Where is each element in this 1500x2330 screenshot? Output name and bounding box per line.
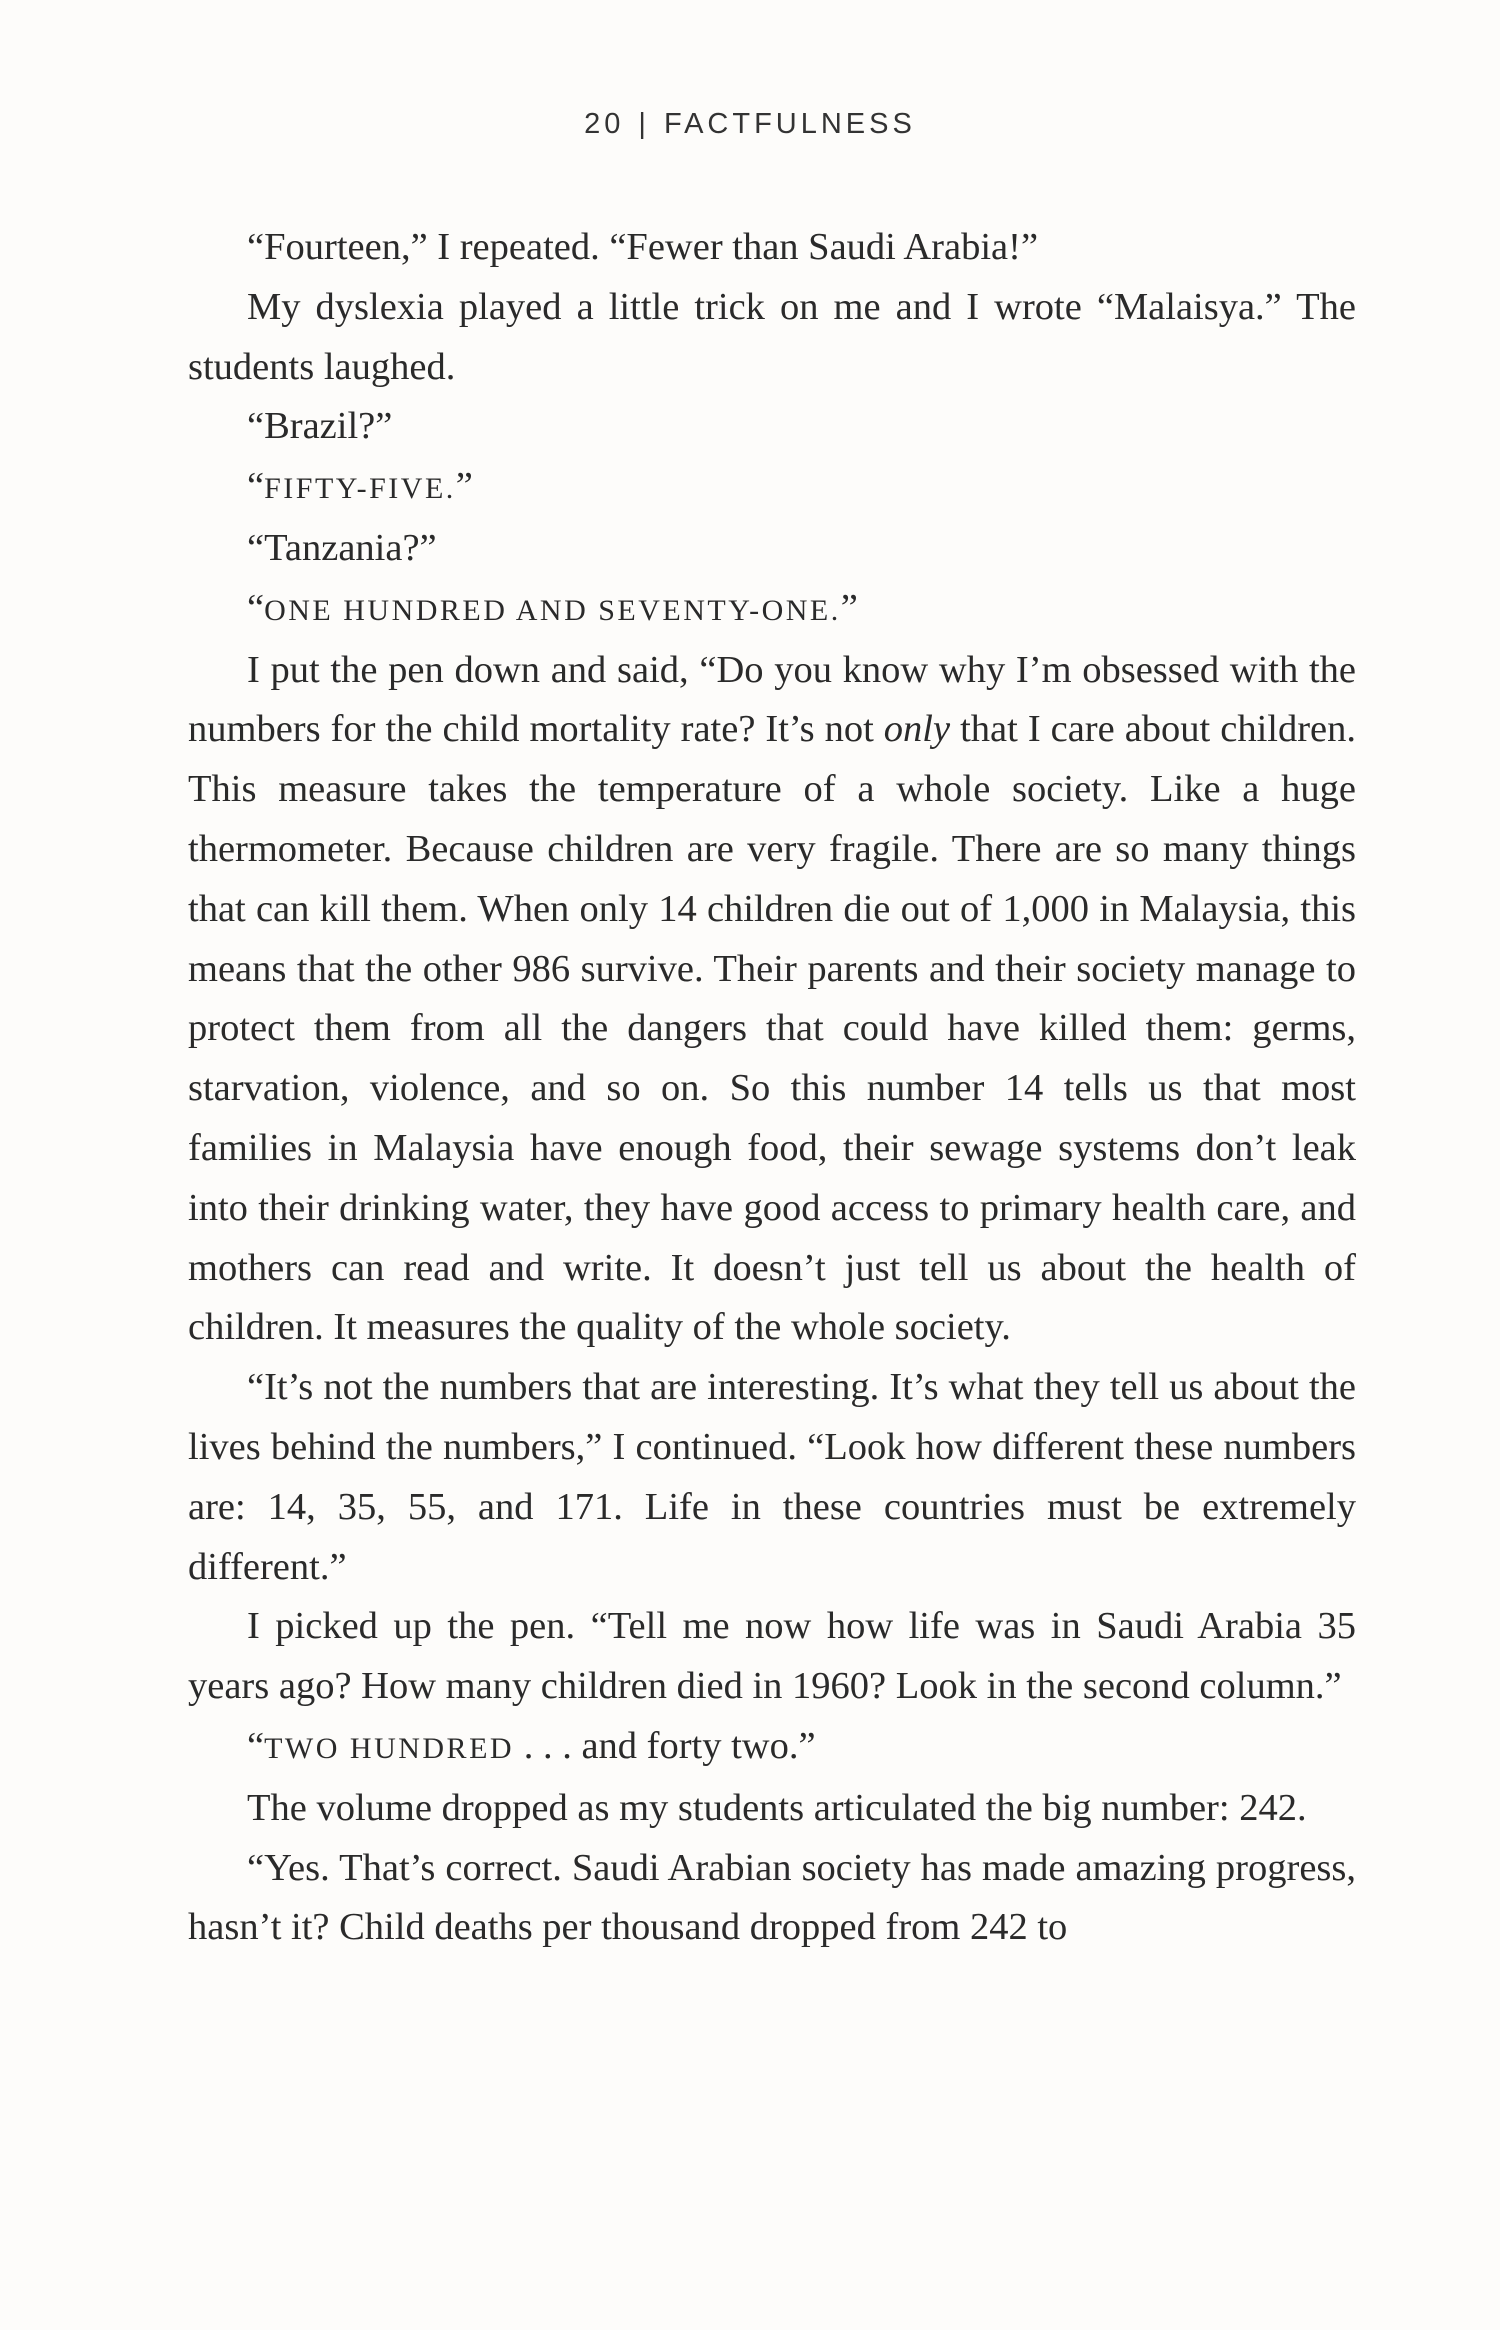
open-quote: “ bbox=[247, 1724, 265, 1767]
paragraph: I picked up the pen. “Tell me now how life was in Saudi Arabia 35 years ago? How many children died in 1960? Look in the second column.” bbox=[188, 1605, 1356, 1708]
text-run: I put the pen down and said, “Do you know why I’m obsessed with the numbers for the child mortality rate? It’s not bbox=[188, 648, 1356, 751]
text-run: . . . and forty two.” bbox=[514, 1724, 816, 1767]
paragraph: “Fourteen,” I repeated. “Fewer than Saudi Arabia!” bbox=[247, 226, 1039, 268]
running-header bbox=[0, 108, 1500, 141]
emphasis: only bbox=[883, 708, 951, 751]
paragraph bbox=[188, 641, 1356, 1359]
text-run: that I care about children. This measure takes the temperature of a whole society. Like a huge thermometer. Because children are very fragile. There are so many things that can kill them. When only 14 children die out of 1,000 in Malaysia, this means that the other 986 survive. Their parents and their society manage to protect them from all the dangers that could have killed them: germs, starvation, violence, and so on. So this number 14 tells us that most families in Malaysia have enough food, their sewage systems don’t leak into their drinking water, they have good access to primary health care, and mothers can read and write. It doesn’t just tell us about the health of children. It measures the quality of the whole society. bbox=[188, 708, 1357, 1349]
paragraph: The volume dropped as my students articulated the big number: 242. bbox=[247, 1786, 1307, 1829]
paragraph: “It’s not the numbers that are interesting. It’s what they tell us about the lives behind the numbers,” I continued. “Look how different these numbers are: 14, 35, 55, and 171. Life in these countries must be extremely different.” bbox=[188, 1366, 1356, 1588]
small-caps-text: ONE HUNDRED AND SEVENTY-ONE. bbox=[264, 593, 841, 627]
body-text bbox=[188, 218, 1356, 1958]
header-separator: | bbox=[638, 108, 650, 140]
paragraph: “Yes. That’s correct. Saudi Arabian society has made amazing progress, hasn’t it? Child deaths per thousand dropped from 242 to bbox=[188, 1846, 1356, 1949]
paragraph bbox=[188, 457, 1356, 519]
paragraph bbox=[188, 1717, 1356, 1779]
small-caps-text: FIFTY-FIVE. bbox=[264, 472, 456, 506]
paragraph: “Brazil?” bbox=[247, 405, 393, 448]
paragraph: My dyslexia played a little trick on me and I wrote “Malaisya.” The students laughed. bbox=[188, 285, 1356, 388]
open-quote: “ bbox=[247, 465, 265, 508]
book-title: FACTFULNESS bbox=[663, 108, 916, 140]
page-number: 20 bbox=[584, 108, 625, 140]
close-quote: ” bbox=[455, 465, 473, 508]
paragraph: “Tanzania?” bbox=[247, 526, 437, 569]
paragraph bbox=[188, 579, 1356, 641]
close-quote: ” bbox=[840, 586, 858, 629]
open-quote: “ bbox=[247, 586, 265, 629]
small-caps-text: TWO HUNDRED bbox=[264, 1731, 515, 1765]
